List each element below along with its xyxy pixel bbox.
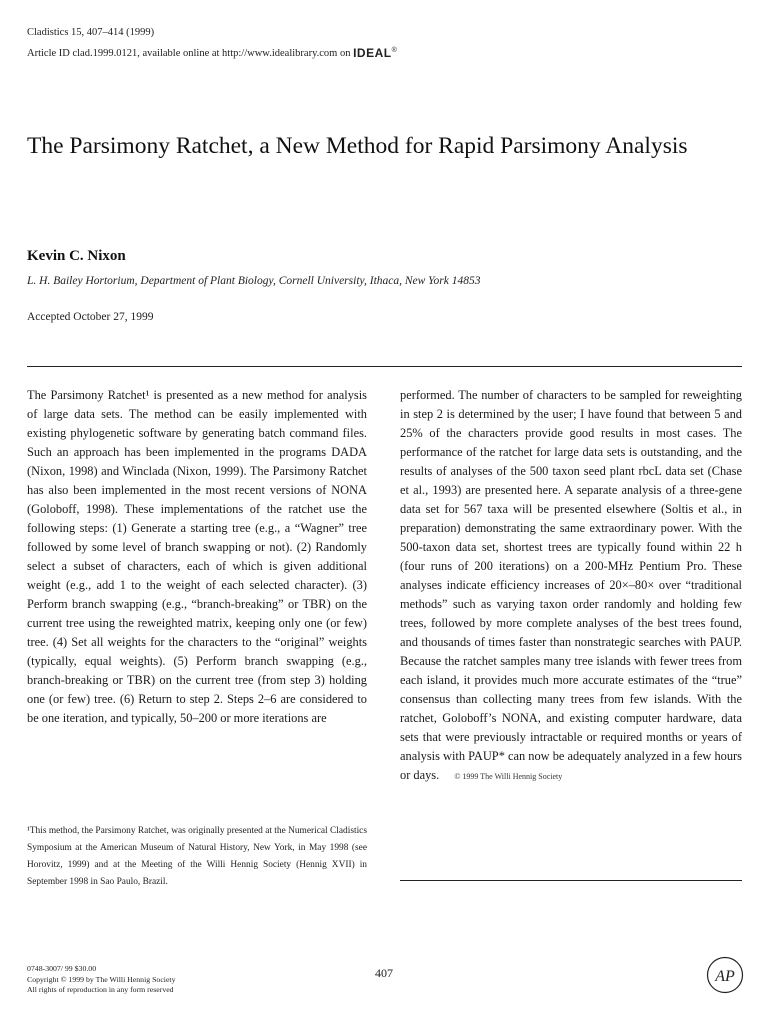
footnote: ¹This method, the Parsimony Ratchet, was originally presented at the Numerical Cladistics Symposium at the American Museum of Natural History, New York, in May 1998 (see Horovitz, 1999) and at the Meeting of the Willi Hennig Society (Hennig XVII) in September 1998 in Sao Paulo, Brazil. (27, 826, 367, 887)
journal-citation: Cladistics 15, 407–414 (1999) (27, 27, 155, 38)
body-column-right-text: performed. The number of characters to be sampled for reweighting in step 2 is determined by the user; I have found that between 5 and 25% of the characters provide good results in most cases. The performance of the ratchet for large data sets is outstanding, and the results of analyses of the 500 taxon seed plant rbcL data set (Chase et al., 1993) are presented here. A separate analysis of a three-gene data set for 567 taxa will be presented elsewhere (Soltis et al., in preparation) demonstrating the same extraordinary power. With the 500-taxon data set, shortest trees are typically found within 22 h (four runs of 200 iterations) on a 200-MHz Pentium Pro. These analyses indicate efficiency increases of 20×–80× over “traditional methods” such as varying taxon order randomly and holding few trees, followed by more complete analyses of the best trees found, and thousands of times faster than nonstrategic searches with PAUP. Because the ratchet samples many tree islands with fewer trees from each island, it provides much more accurate estimates of the “true” consensus than collecting many trees from few islands. With the ratchet, Goloboff’s NONA, and existing computer hardware, data sets that were previously intractable or required months or years of analysis with PAUP* can now be adequately analyzed in a few hours or days. (400, 388, 742, 782)
rights-line: All rights of reproduction in any form reserved (27, 985, 174, 994)
journal-header (27, 24, 397, 63)
author-name: Kevin C. Nixon (27, 248, 126, 264)
academic-press-logo-icon (706, 956, 744, 994)
author-affiliation: L. H. Bailey Hortorium, Department of Plant Biology, Cornell University, Ithaca, New York 14853 (27, 275, 481, 287)
article-id-line (27, 42, 397, 63)
article-title: The Parsimony Ratchet, a New Method for Rapid Parsimony Analysis (27, 133, 688, 159)
footer-legal (27, 964, 175, 996)
page-number: 407 (375, 966, 393, 980)
accepted-date: Accepted October 27, 1999 (27, 311, 154, 323)
issn-line: 0748-3007/ 99 $30.00 (27, 964, 97, 973)
article-id-text: Article ID clad.1999.0121, available online at http://www.idealibrary.com on (27, 48, 351, 59)
ideal-logo[interactable]: IDEAL® (353, 46, 398, 60)
society-copyright-inline: © 1999 The Willi Hennig Society (454, 772, 563, 781)
body-column-left: The Parsimony Ratchet¹ is presented as a new method for analysis of large data sets. The method can be easily implemented with existing phylogenetic software by generating batch command files. Such an approach has been implemented in the programs DADA (Nixon, 1998) and Winclada (Nixon, 1999). The Parsimony Ratchet has also been implemented in the most recent versions of NONA (Goloboff, 1998). These implementations of the ratchet use the following steps: (1) Generate a starting tree (e.g., a “Wagner” tree followed by some level of branch swapping or not). (2) Randomly select a subset of characters, each of which is given additional weight (e.g., add 1 to the weight of each selected character). (3) Perform branch swapping (e.g., “branch-breaking” or TBR) on the current tree using the reweighted matrix, keeping only one (or few) tree. (4) Set all weights for the characters to the “original” weights (typically, equal weights). (5) Perform branch swapping (e.g., branch-breaking or TBR) on the current tree (from step 3) holding one (or few) tree. (6) Return to step 2. Steps 2–6 are considered to be one iteration, and typically, 50–200 or more iterations are (27, 388, 367, 725)
publisher-logo-text: AP (715, 968, 735, 985)
abstract-end-divider (400, 880, 742, 881)
copyright-line: Copyright © 1999 by The Willi Hennig Society (27, 974, 176, 984)
header-divider (27, 366, 742, 367)
body-column-right (400, 386, 742, 786)
